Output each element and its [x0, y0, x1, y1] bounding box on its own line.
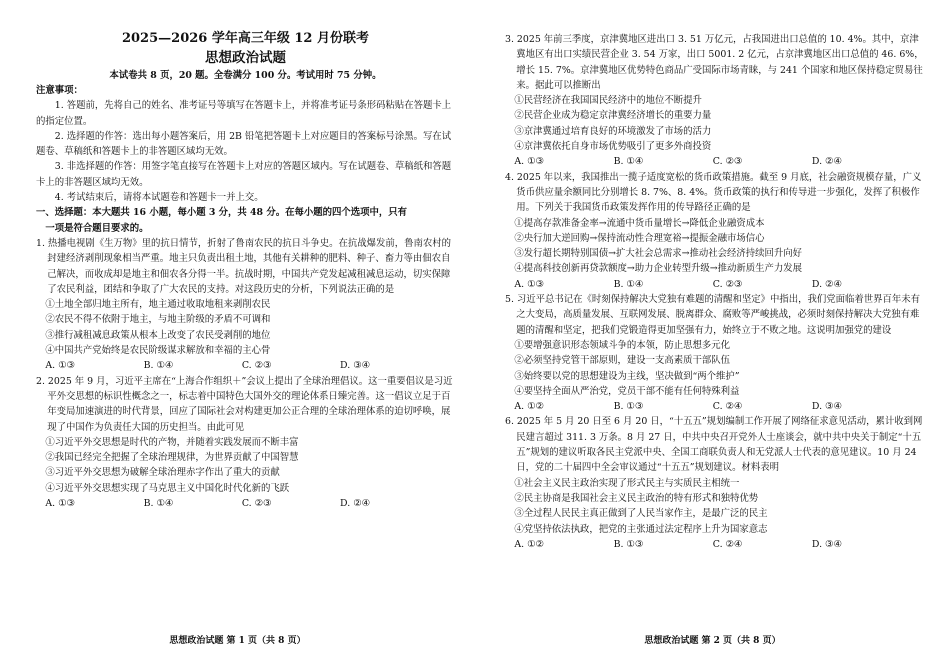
question-1-item: ③推行减租减息政策从根本上改变了农民受剥削的地位 [45, 329, 271, 341]
notes-title: 注意事项： [36, 85, 83, 96]
option-c: C. ②③ [241, 498, 272, 510]
page-footer: 思想政治试题 第 1 页（共 8 页） [169, 635, 306, 646]
question-2-stem: 2. 2025 年 9 月，习近平主席在“上海合作组织＋”会议上提出了全球治理倡议。这一重要倡议是习近平外交思想的标识性概念之一，标志着中国特色大国外交的理论体系日臻完善。这一倡议立足于百年变局加速演进的时代背景，回应了国际社会对构建更加公正合理的全球治理体系的迫切呼唤，展现了中国作为负责任大国的历史担当。由此可见 [36, 375, 453, 433]
section-heading-cont: 一项是符合题目要求的。 [45, 222, 149, 234]
question-6-item: ①社会主义民主政治实现了形式民主与实质民主相统一 [514, 477, 740, 489]
question-3-item: ③京津冀通过培育良好的环境激发了市场的活力 [514, 125, 712, 137]
page-footer: 思想政治试题 第 2 页（共 8 页） [644, 635, 781, 646]
question-5-options [505, 399, 911, 414]
note-1: 1. 答题前，先将自己的姓名、准考证号等填写在答题卡上，并将准考证号条形码粘贴在答题卡上的指定位置。 [36, 100, 452, 127]
option-a: A. ①③ [45, 360, 75, 372]
question-2-options [36, 496, 438, 511]
option-b: B. ①④ [613, 156, 644, 168]
option-a: A. ①② [514, 401, 544, 413]
option-c: C. ②③ [241, 360, 272, 372]
question-5-item: ③始终要以党的思想建设为主线，坚决做到“两个维护” [514, 370, 740, 382]
question-5-item: ①要增强意识形态领域斗争的本领，防止思想多元化 [514, 339, 731, 351]
exam-title: 2025—2026 学年高三年级 12 月份联考 [121, 31, 370, 46]
question-6-item: ④党坚持依法执政，把党的主张通过法定程序上升为国家意志 [514, 523, 768, 535]
question-1-item: ④中国共产党始终是农民阶级谋求解放和幸福的主心骨 [45, 345, 271, 357]
question-6-stem: 6. 2025 年 5 月 20 日至 6 月 20 日，“十五五”规划编制工作开展了网络征求意见活动，累计收到网民建言超过 311. 3 万条。8 月 27 日，中共中央召开党外人士座谈会，就中共中央关于制定“十五五”规划的建议听取各民主党派中央、全国工商联负责人和无党派人士代表的意见建议。10 月 24 日，党的二十届四中全会审议通过“十五五”规划建议。材料表明 [505, 416, 923, 474]
option-b: B. ①④ [143, 498, 174, 510]
option-d: D. ②④ [340, 498, 370, 510]
question-2-item: ③习近平外交思想为破解全球治理赤字作出了重大的贡献 [45, 467, 280, 479]
option-b: B. ①④ [613, 278, 644, 290]
note-3: 3. 非选择题的作答：用签字笔直接写在答题卡上对应的答题区域内。写在试题卷、草稿纸和答题卡上的非答题区域均无效。 [36, 161, 452, 188]
note-2: 2. 选择题的作答：选出每小题答案后，用 2B 铅笔把答题卡上对应题目的答案标号涂黑。写在试题卷、草稿纸和答题卡上的非答题区域均无效。 [36, 130, 452, 158]
exam-info: 本试卷共 8 页，20 题。全卷满分 100 分。考试用时 75 分钟。 [109, 70, 382, 81]
question-4-item: ③发行超长期特别国债→扩大社会总需求→推动社会经济持续回升向好 [514, 248, 802, 260]
option-d: D. ②④ [811, 278, 842, 290]
question-5-stem: 5. 习近平总书记在《时刻保持解决大党独有难题的清醒和坚定》中指出，我们党面临着世界百年未有之大变局，高质量发展、互联网发展、脱离群众、腐败等严峻挑战，必须时刻保持解决大党独有难题的清醒和坚定，把我们党锻造得更加坚强有力，始终立于不败之地。这说明加强党的建设 [505, 294, 921, 336]
question-5-item: ②必须坚持党管干部原则，建设一支高素质干部队伍 [514, 355, 731, 367]
question-1-options [36, 358, 438, 373]
option-b: B. ①④ [143, 360, 174, 372]
question-4-item: ④提高科技创新再贷款额度→助力企业转型升级→推动新质生产力发展 [514, 263, 802, 275]
option-d: D. ③④ [340, 360, 370, 372]
option-d: D. ②④ [811, 156, 842, 168]
option-a: A. ①② [514, 538, 544, 550]
option-c: C. ②④ [712, 538, 743, 550]
option-a: A. ①③ [45, 498, 75, 510]
option-d: D. ③④ [811, 401, 842, 413]
question-2-item: ②我国已经完全把握了全球治理规律，为世界贡献了中国智慧 [45, 452, 299, 464]
question-4-options [505, 277, 911, 292]
question-2-item: ①习近平外交思想是时代的产物，并随着实践发展而不断丰富 [45, 436, 299, 448]
question-2-item: ④习近平外交思想实现了马克思主义中国化时代化新的飞跃 [45, 482, 290, 494]
question-6-item: ③全过程人民民主真正做到了人民当家作主，是最广泛的民主 [514, 508, 768, 520]
question-5-item: ④要坚持全面从严治党，党员干部不能有任何特殊利益 [514, 385, 740, 397]
question-4-item: ①提高存款准备金率→流通中货币量增长→降低企业融资成本 [514, 217, 765, 229]
question-3-stem: 3. 2025 年前三季度，京津冀地区进出口 3. 51 万亿元，占我国进出口总值的 10. 4%。其中，京津冀地区有出口实绩民营企业 3. 54 万家，出口 5001. 2 亿元，占京津冀地区出口总值的 46. 6%，增长 15. 7%。京津冀地区优势特色商品广受国际市场青睐，与 241 个国家和地区保持稳定贸易往来。据此可以推断出 [505, 34, 924, 91]
question-1-stem: 1. 热播电视剧《生万物》里的抗日情节，折射了鲁南农民的抗日斗争史。在抗战爆发前，鲁南农村的封建经济剥削现象相当严重。地主只负责出租土地，其他有关耕种的肥料、种子、畜力等由佃农自己解决，而收成却是地主和佃农各分得一半。抗战时期，中国共产党发起减租减息运动，切实保障了农民利益，团结和争取了广大农民的支持。对这段历史的分析，下列说法正确的是 [36, 237, 452, 295]
question-6-options [505, 537, 911, 552]
question-6-item: ②民主协商是我国社会主义民主政治的特有形式和独特优势 [514, 492, 759, 504]
exam-subtitle: 思想政治试题 [205, 50, 286, 66]
page-2 [475, 0, 950, 659]
option-a: A. ①③ [514, 156, 544, 168]
question-1-item: ①土地全部归地主所有，地主通过收取地租来剥削农民 [45, 299, 271, 311]
question-4-item: ②央行加大逆回购→保持流动性合理宽裕→提振金融市场信心 [514, 232, 765, 244]
option-b: B. ①③ [613, 538, 644, 550]
question-1-item: ②农民不得不依附于地主，与地主阶级的矛盾不可调和 [45, 314, 271, 326]
note-4: 4. 考试结束后，请将本试题卷和答题卡一并上交。 [54, 192, 264, 204]
option-d: D. ③④ [811, 538, 842, 550]
question-3-item: ①民营经济在我国国民经济中的地位不断提升 [514, 95, 702, 107]
option-c: C. ②③ [712, 156, 743, 168]
option-c: C. ②③ [712, 278, 743, 290]
option-a: A. ①③ [514, 278, 544, 290]
option-b: B. ①③ [613, 401, 644, 413]
question-3-options [505, 154, 911, 169]
section-heading: 一、选择题：本大题共 16 小题，每小题 3 分，共 48 分。在每小题的四个选项中，只有 [36, 207, 407, 219]
question-3-item: ②民营企业成为稳定京津冀经济增长的重要力量 [514, 110, 712, 122]
question-3-item: ④京津冀依托自身市场优势吸引了更多外商投资 [514, 141, 712, 153]
option-c: C. ②④ [712, 401, 743, 413]
question-4-stem: 4. 2025 年以来，我国推出一揽子适度宽松的货币政策措施。截至 9 月底，社会融资规模存量，广义货币供应量余额同比分别增长 8. 7%、8. 4%。货币政策的执行和传导进一步强化，发挥了积极作用。下列关于我国货币政策发挥作用的传导路径正确的是 [505, 171, 922, 214]
